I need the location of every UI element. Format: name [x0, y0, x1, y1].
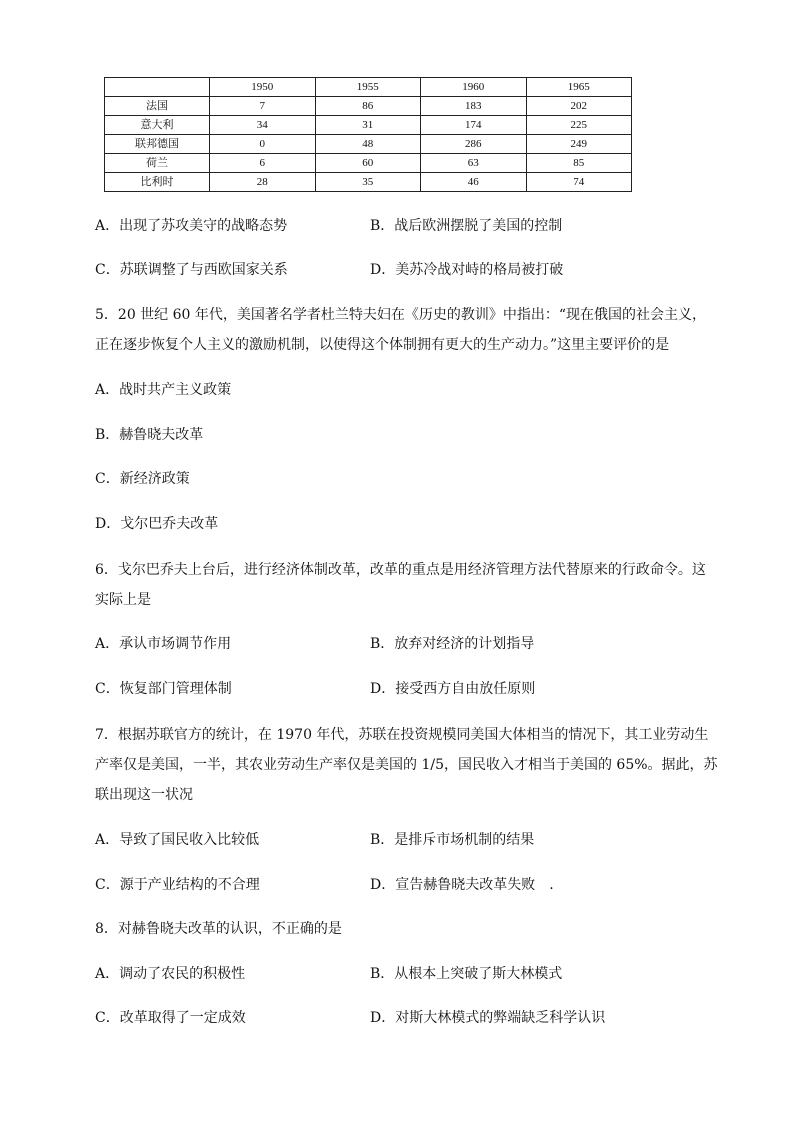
table-header-row	[105, 78, 632, 97]
q7-stem-line-3: 联出现这一状况	[95, 787, 193, 803]
table-row	[105, 116, 632, 135]
table-row	[105, 154, 632, 173]
table-cell: 比利时	[105, 173, 210, 192]
table-cell: 荷兰	[105, 154, 210, 173]
table-cell: 183	[421, 97, 527, 116]
q7-option-c: C．源于产业结构的不合理	[95, 877, 260, 893]
table-cell: 法国	[105, 97, 210, 116]
table-cell: 意大利	[105, 116, 210, 135]
table-cell: 74	[526, 173, 632, 192]
table-cell: 60	[315, 154, 421, 173]
q8-option-a: A．调动了农民的积极性	[95, 966, 246, 982]
q7-option-d: D．宣告赫鲁晓夫改革失败 .	[370, 877, 554, 893]
table-cell: 202	[526, 97, 632, 116]
table-cell: 31	[315, 116, 421, 135]
q7-option-b: B．是排斥市场机制的结果	[370, 832, 535, 848]
q6-option-d: D．接受西方自由放任原则	[370, 681, 536, 697]
table-cell: 48	[315, 135, 421, 154]
q4-option-a: A．出现了苏攻美守的战略态势	[95, 218, 288, 234]
q7-stem-line-1: 7．根据苏联官方的统计，在 1970 年代，苏联在投资规模同美国大体相当的情况下，其工业劳动生	[95, 727, 709, 743]
table-cell: 85	[526, 154, 632, 173]
data-table	[104, 77, 632, 192]
q7-stem-line-2: 产率仅是美国，一半，其农业劳动生产率仅是美国的 1/5，国民收入才相当于美国的 65%。据此，苏	[95, 757, 718, 773]
table-cell: 34	[210, 116, 316, 135]
table-cell: 249	[526, 135, 632, 154]
q8-option-b: B．从根本上突破了斯大林模式	[370, 966, 563, 982]
q4-option-c: C．苏联调整了与西欧国家关系	[95, 262, 288, 278]
table-header-cell: 1955	[315, 78, 421, 97]
table-cell: 0	[210, 135, 316, 154]
table-cell: 6	[210, 154, 316, 173]
q6-stem-line-1: 6．戈尔巴乔夫上台后，进行经济体制改革，改革的重点是用经济管理方法代替原来的行政命令。这	[95, 562, 706, 578]
q5-stem-line-2: 正在逐步恢复个人主义的激励机制，以使得这个体制拥有更大的生产动力。”这里主要评价的是	[95, 337, 670, 353]
table-header-cell: 1965	[526, 78, 632, 97]
table-cell: 286	[421, 135, 527, 154]
q8-option-c: C．改革取得了一定成效	[95, 1010, 246, 1026]
table-row	[105, 135, 632, 154]
table-cell: 174	[421, 116, 527, 135]
q6-option-c: C．恢复部门管理体制	[95, 681, 232, 697]
q5-stem-line-1: 5．20 世纪 60 年代，美国著名学者杜兰特夫妇在《历史的教训》中指出：“现在俄国的社会主义，	[95, 307, 707, 323]
q5-option-a: A．战时共产主义政策	[95, 382, 232, 398]
table-row	[105, 173, 632, 192]
table-cell: 63	[421, 154, 527, 173]
table-header-cell	[105, 78, 210, 97]
q5-option-b: B．赫鲁晓夫改革	[95, 427, 204, 443]
table-header-cell: 1950	[210, 78, 316, 97]
q5-option-c: C．新经济政策	[95, 471, 190, 487]
q6-option-b: B．放弃对经济的计划指导	[370, 636, 535, 652]
q7-option-a: A．导致了国民收入比较低	[95, 832, 260, 848]
q5-option-d: D．戈尔巴乔夫改革	[95, 516, 219, 532]
q6-stem-line-2: 实际上是	[95, 592, 151, 608]
table-cell: 28	[210, 173, 316, 192]
table-cell: 225	[526, 116, 632, 135]
table-header-cell: 1960	[421, 78, 527, 97]
table-cell: 86	[315, 97, 421, 116]
q6-option-a: A．承认市场调节作用	[95, 636, 232, 652]
q4-option-d: D．美苏冷战对峙的格局被打破	[370, 262, 564, 278]
q4-option-b: B．战后欧洲摆脱了美国的控制	[370, 218, 563, 234]
table-row	[105, 97, 632, 116]
q8-option-d: D．对斯大林模式的弊端缺乏科学认识	[370, 1010, 606, 1026]
table-cell: 35	[315, 173, 421, 192]
table-cell: 46	[421, 173, 527, 192]
table-cell: 联邦德国	[105, 135, 210, 154]
table-cell: 7	[210, 97, 316, 116]
q8-stem-line-1: 8．对赫鲁晓夫改革的认识，不正确的是	[95, 921, 342, 937]
